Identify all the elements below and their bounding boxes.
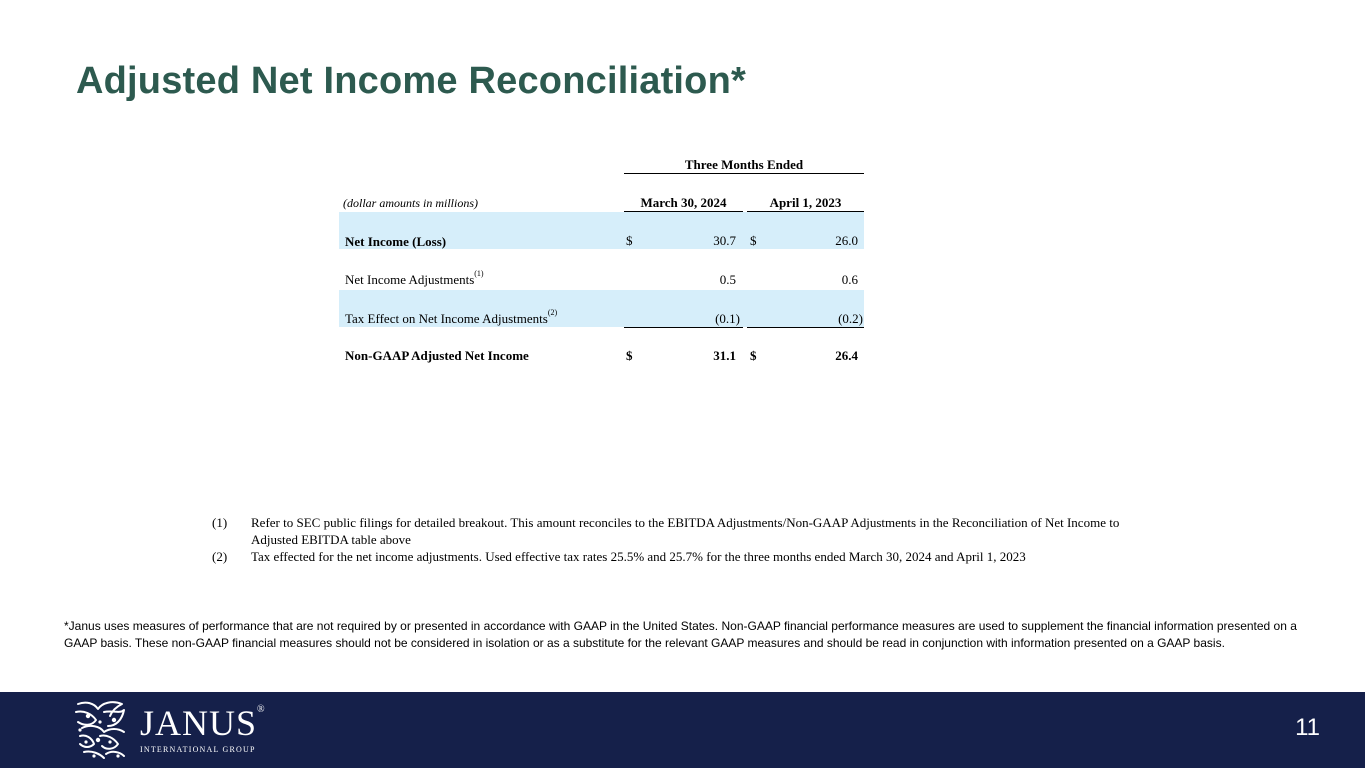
currency-symbol: $ (626, 348, 633, 363)
value-tax-effect-current: (0.1) (715, 311, 740, 326)
griffin-crest-icon (70, 698, 132, 762)
reconciliation-table (339, 0, 865, 400)
column-header-prior: April 1, 2023 (769, 195, 842, 210)
subtotal-rule-current (624, 327, 743, 328)
footnote-text: Refer to SEC public filings for detailed breakout. This amount reconciles to the EBITDA Adjustments/Non-GAAP Adjustments in the Reconciliation of Net Income to Adjusted EBITDA table above (251, 515, 1120, 547)
row-label-net-income: Net Income (Loss) (345, 234, 447, 249)
row-label-non-gaap-net-income: Non-GAAP Adjusted Net Income (345, 348, 529, 363)
currency-symbol: $ (626, 233, 633, 248)
currency-symbol: $ (750, 233, 757, 248)
column-header-current: March 30, 2024 (640, 195, 727, 210)
slide-title: Adjusted Net Income Reconciliation* (76, 60, 746, 102)
footnote-ref: (2) (547, 308, 558, 317)
page-number: 11 (1295, 714, 1320, 741)
row-label-text: Tax Effect on Net Income Adjustments (345, 311, 548, 326)
value-non-gaap-prior: 26.4 (835, 348, 858, 363)
footnote-marker: (2) (212, 549, 228, 564)
row-label-text: Net Income Adjustments (345, 272, 475, 287)
subtotal-rule-prior (747, 327, 864, 328)
value-non-gaap-current: 31.1 (713, 348, 736, 363)
footer-bar (0, 692, 1365, 768)
footnote-ref: (1) (474, 269, 484, 278)
currency-symbol: $ (750, 348, 757, 363)
non-gaap-disclaimer: *Janus uses measures of performance that are not required by or presented in accordance with GAAP in the United States. Non-GAAP financial performance measures are used to supplement the financial information presented on a GAAP basis. These non-GAAP financial measures should not be considered in isolation or as a substitute for the relevant GAAP measures and should be read in conjunction with information presented on a GAAP basis. (64, 619, 1297, 650)
value-net-income-prior: 26.0 (835, 233, 858, 248)
registered-mark: ® (257, 704, 266, 715)
logo-wordmark (140, 702, 266, 744)
row-label-net-income-adjustments (345, 269, 484, 288)
footnote-marker: (1) (212, 515, 228, 530)
logo-tagline: INTERNATIONAL GROUP (140, 745, 256, 754)
period-header: Three Months Ended (684, 157, 804, 172)
period-header-rule (624, 173, 864, 174)
row-label-tax-effect (345, 308, 558, 327)
footnote-text: Tax effected for the net income adjustments. Used effective tax rates 25.5% and 25.7% for the three months ended March 30, 2024 and April 1, 2023 (251, 549, 1026, 564)
value-adjustments-prior: 0.6 (841, 272, 858, 287)
value-tax-effect-prior: (0.2) (838, 311, 863, 326)
units-label: (dollar amounts in millions) (343, 196, 479, 210)
value-net-income-current: 30.7 (713, 233, 736, 248)
value-adjustments-current: 0.5 (719, 272, 736, 287)
logo-wordmark-text: JANUS (140, 703, 258, 743)
